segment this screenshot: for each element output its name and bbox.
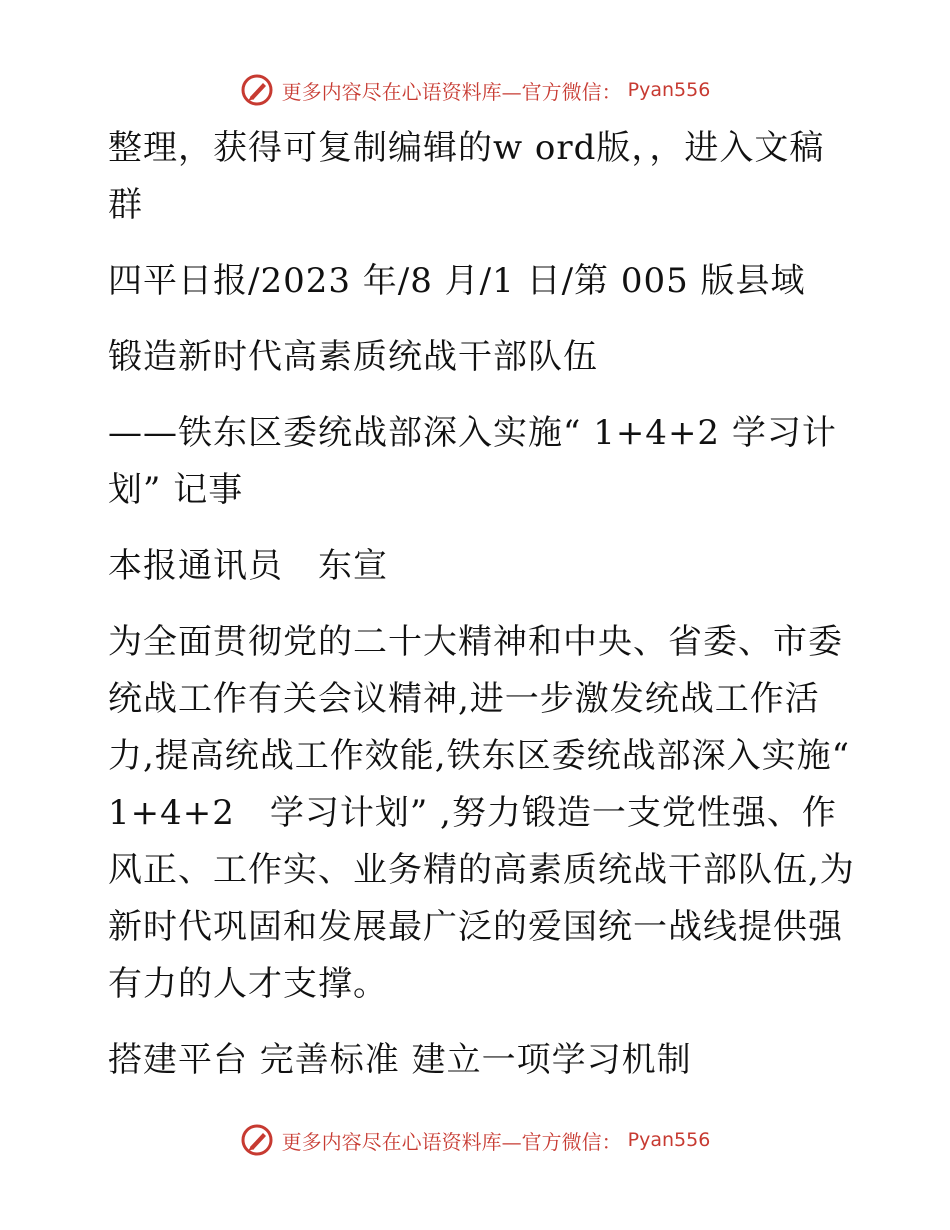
article-subtitle: ——铁东区委统战部深入实施“ 1+4+2 学习计划” 记事: [108, 413, 837, 510]
byline: 本报通讯员 东宣: [108, 546, 388, 586]
pen-logo-icon: [240, 73, 274, 107]
source-line: 四平日报/2023 年/8 月/1 日/第 005 版县域: [108, 261, 806, 301]
watermark-wechat-id: Pyan556: [627, 1129, 711, 1151]
watermark-footer: [0, 1120, 950, 1160]
pen-logo-icon: [240, 1123, 274, 1157]
watermark-text: 更多内容尽在心语资料库—官方微信：: [281, 1129, 622, 1154]
section-heading: 搭建平台 完善标准 建立一项学习机制: [108, 1040, 692, 1080]
document-body: [98, 120, 858, 1108]
paragraph-1: 为全面贯彻党的二十大精神和中央、省委、市委统战工作有关会议精神,进一步激发统战工作活力,提高统战工作效能,铁东区委统战部深入实施“ 1+4+2 学习计划” ,努力锻造一支党性强、作风正、工作实、业务精的高素质统战干部队伍,为新时代巩固和发展最广泛的爱国统一战线提供强有力的人才支撑。: [108, 622, 855, 1004]
watermark-text: 更多内容尽在心语资料库—官方微信：: [281, 79, 622, 104]
intro-text: 整理，获得可复制编辑的w ord版，，进入文稿群: [108, 128, 825, 225]
watermark-header: [0, 70, 950, 110]
watermark-wechat-id: Pyan556: [627, 79, 711, 101]
article-title: 锻造新时代高素质统战干部队伍: [108, 337, 598, 377]
